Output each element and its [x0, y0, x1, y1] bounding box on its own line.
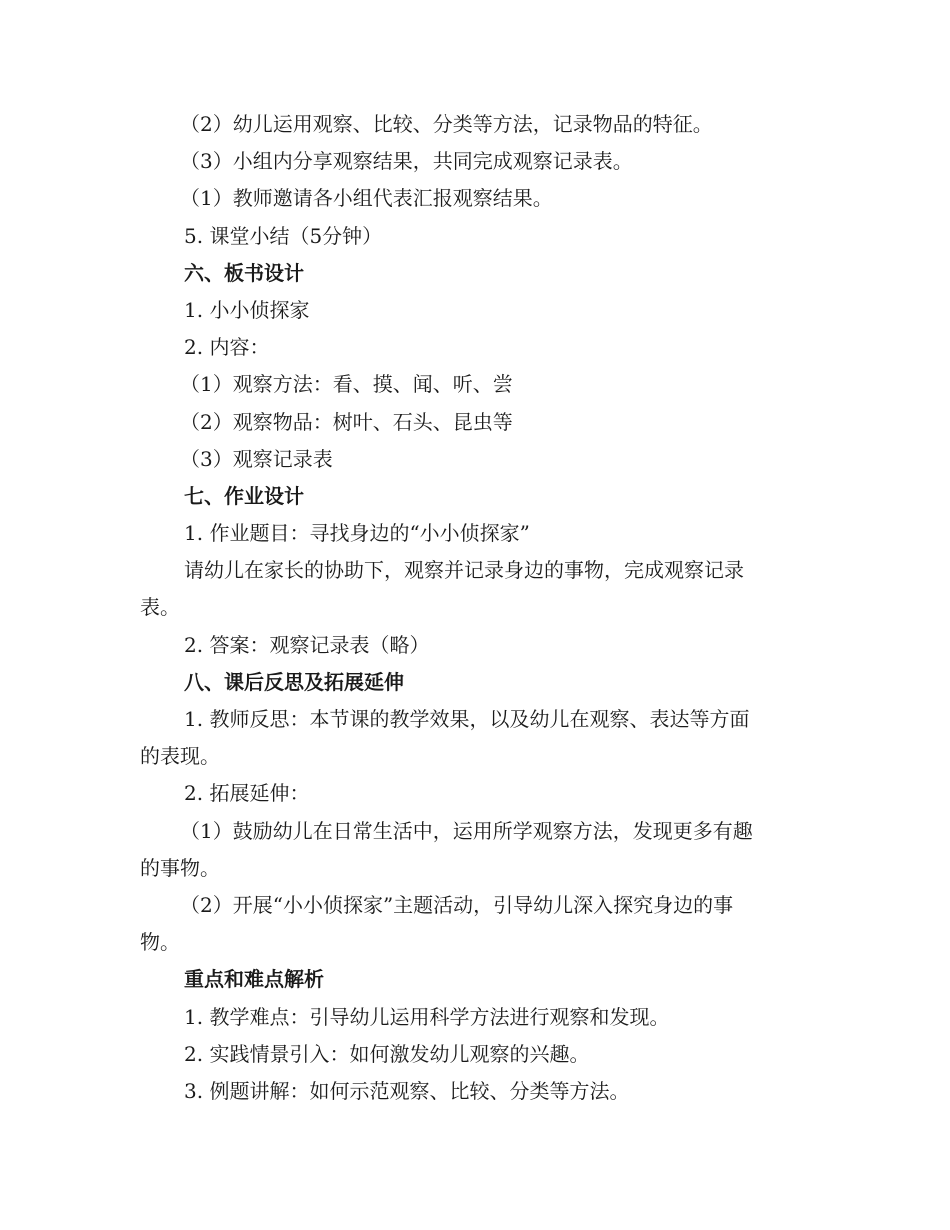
text-line: （2）观察物品：树叶、石头、昆虫等	[180, 409, 513, 434]
text-line: （2）开展“小小侦探家”主题活动，引导幼儿深入探究身边的事	[180, 892, 734, 917]
text-line: 2. 答案：观察记录表（略）	[184, 632, 430, 657]
text-line: （3）观察记录表	[180, 446, 333, 471]
section-heading: 六、板书设计	[184, 260, 304, 285]
text-line: 1. 作业题目：寻找身边的“小小侦探家”	[184, 521, 530, 546]
text-line: 的事物。	[140, 855, 220, 880]
text-line: 1. 教学难点：引导幼儿运用科学方法进行观察和发现。	[184, 1004, 670, 1029]
section-heading: 八、课后反思及拓展延伸	[184, 669, 404, 694]
text-line: （1）鼓励幼儿在日常生活中，运用所学观察方法，发现更多有趣	[180, 818, 753, 843]
text-line: 请幼儿在家长的协助下，观察并记录身边的事物，完成观察记录	[184, 558, 744, 583]
text-line: 物。	[140, 930, 180, 955]
text-line: （1）观察方法：看、摸、闻、听、尝	[180, 372, 513, 397]
text-line: 3. 例题讲解：如何示范观察、比较、分类等方法。	[184, 1078, 630, 1103]
text-line: 2. 内容：	[184, 335, 270, 360]
text-line: 1. 教师反思：本节课的教学效果，以及幼儿在观察、表达等方面	[184, 707, 750, 731]
text-line: （2）幼儿运用观察、比较、分类等方法，记录物品的特征。	[180, 112, 713, 136]
section-heading: 七、作业设计	[184, 483, 304, 508]
text-line: 2. 实践情景引入：如何激发幼儿观察的兴趣。	[184, 1041, 590, 1066]
text-line: 的表现。	[140, 744, 220, 769]
document-body	[140, 106, 808, 1110]
section-heading: 重点和难点解析	[184, 967, 324, 992]
text-line: 1. 小小侦探家	[184, 297, 310, 322]
text-line: （1）教师邀请各小组代表汇报观察结果。	[180, 186, 553, 211]
text-line: 5. 课堂小结（5分钟）	[184, 223, 383, 248]
text-line: 表。	[140, 595, 180, 620]
text-line: （3）小组内分享观察结果，共同完成观察记录表。	[180, 149, 633, 174]
text-line: 2. 拓展延伸：	[184, 781, 310, 806]
